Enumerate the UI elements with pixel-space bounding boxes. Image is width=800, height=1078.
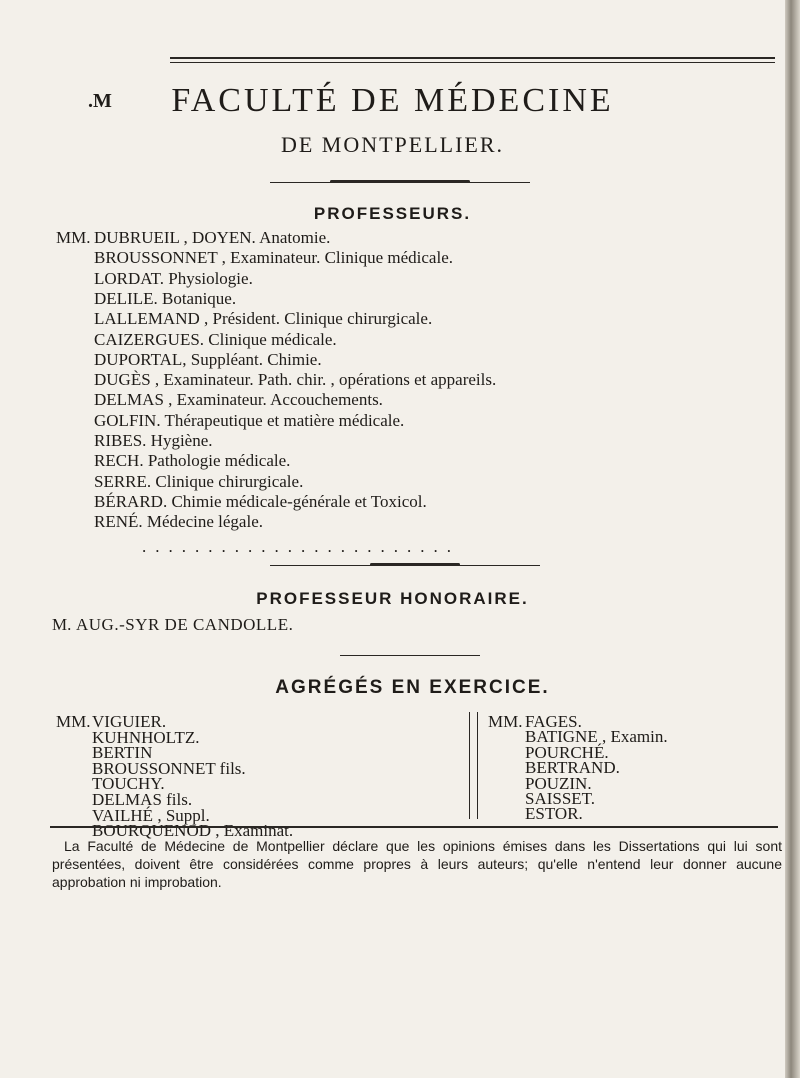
- agrege-right-line: POURCHÉ.: [525, 742, 609, 762]
- agrege-right-line: POUZIN.: [525, 773, 592, 793]
- professeur-line: DUBRUEIL , DOYEN. Anatomie.: [94, 228, 331, 247]
- ornament-divider-center: [330, 180, 470, 183]
- professeurs-prefix: MM.: [56, 228, 91, 247]
- agrege-left-line: VIGUIER.: [92, 712, 167, 731]
- corner-mark: .M: [88, 90, 112, 112]
- agreges-left-prefix: MM.: [56, 712, 91, 731]
- professeur-line: DELMAS , Examinateur. Accouchements.: [94, 390, 383, 410]
- professeur-line: CAIZERGUES. Clinique médicale.: [94, 329, 337, 349]
- disclaimer-notice: La Faculté de Médecine de Montpellier déclare que les opinions émises dans les Dissertations qui lui sont présentées, doivent être considérées comme propres à leurs auteurs; qu'elle n'entend leur donner aucune approbation ni improbation.: [52, 838, 782, 890]
- agrege-left-line: BERTIN: [92, 743, 153, 763]
- professeur-line: RENÉ. Médecine légale.: [94, 512, 263, 532]
- agrege-left-line: BOURQUENOD , Examinat.: [92, 821, 294, 841]
- agrege-right-line: BATIGNE , Examin.: [525, 727, 668, 747]
- professeur-line: BROUSSONNET , Examinateur. Clinique médicale.: [94, 248, 454, 268]
- professeur-line: LALLEMAND , Président. Clinique chirurgicale.: [94, 309, 433, 329]
- column-divider: [469, 712, 478, 819]
- top-rule: [170, 57, 775, 59]
- agrege-left-line: BROUSSONNET fils.: [92, 758, 246, 778]
- honoraire-heading: PROFESSEUR HONORAIRE.: [256, 589, 529, 608]
- professeur-line: SERRE. Clinique chirurgicale.: [94, 471, 304, 491]
- agrege-right-line: BERTRAND.: [525, 758, 620, 778]
- honoraire-prefix: M.: [52, 615, 72, 634]
- ornament-divider-2-center: [370, 563, 460, 566]
- page-edge: [785, 0, 800, 1078]
- professeur-line: RECH. Pathologie médicale.: [94, 451, 291, 471]
- bottom-rule: [50, 826, 778, 828]
- professeur-line: RIBES. Hygiène.: [94, 431, 213, 450]
- page-title: FACULTÉ DE MÉDECINE: [171, 82, 614, 119]
- agrege-left-line: KUHNHOLTZ.: [92, 727, 200, 747]
- professeur-line: LORDAT. Physiologie.: [94, 268, 253, 288]
- professeur-line: DUGÈS , Examinateur. Path. chir. , opérations et appareils.: [94, 370, 497, 390]
- agrege-left-line: TOUCHY.: [92, 774, 165, 794]
- agreges-right-prefix: MM.: [488, 712, 523, 731]
- agrege-right-line: SAISSET.: [525, 789, 596, 808]
- professeur-line: BÉRARD. Chimie médicale-générale et Toxicol.: [94, 491, 427, 511]
- top-rule-thin: [170, 62, 775, 63]
- honoraire-name: AUG.-SYR DE CANDOLLE.: [76, 615, 294, 634]
- professeur-line: DELILE. Botanique.: [94, 288, 237, 308]
- agrege-left-line: VAILHÉ , Suppl.: [92, 805, 210, 825]
- agrege-right-line: ESTOR.: [525, 804, 583, 824]
- agrege-right-line: FAGES.: [525, 712, 582, 731]
- dotted-leader: ........................: [142, 537, 460, 556]
- professeurs-heading: PROFESSEURS.: [313, 204, 472, 223]
- agreges-heading: AGRÉGÉS EN EXERCICE.: [275, 677, 550, 698]
- agrege-left-line: DELMAS fils.: [92, 790, 193, 809]
- professeur-line: DUPORTAL, Suppléant. Chimie.: [94, 349, 322, 369]
- ornament-divider-3: [340, 655, 480, 656]
- professeur-line: GOLFIN. Thérapeutique et matière médicale.: [94, 410, 405, 430]
- page-subtitle: DE MONTPELLIER.: [280, 132, 505, 157]
